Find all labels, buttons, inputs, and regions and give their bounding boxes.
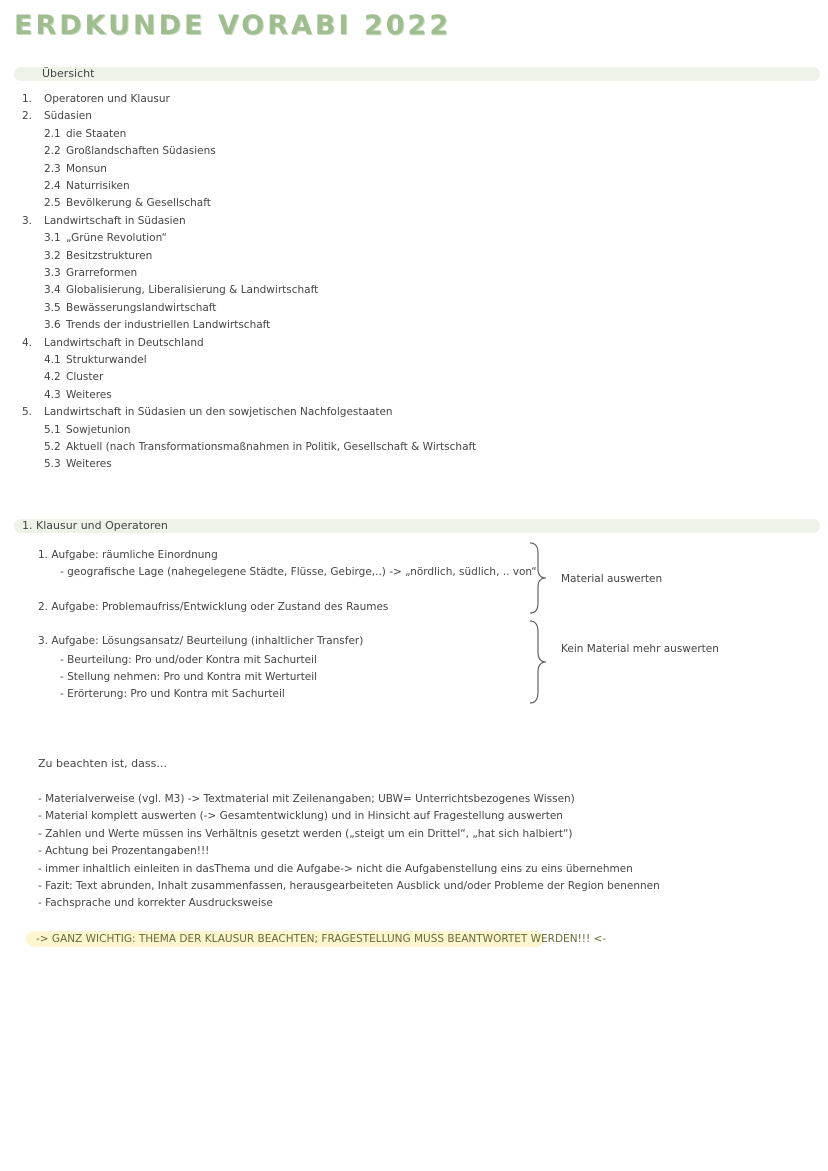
overview-item-text: Weiteres <box>66 388 112 401</box>
overview-item-number: 3.6 <box>44 319 61 332</box>
note-item: - Fachsprache und korrekter Ausdrucksweise <box>38 897 273 910</box>
overview-item-text: Aktuell (nach Transformationsmaßnahmen in Politik, Gesellschaft & Wirtschaft <box>66 441 477 453</box>
task1-detail: - geografische Lage (nahegelegene Städte, Flüsse, Gebirge,..) -> „nördlich, südlich, .. von“ <box>60 566 537 578</box>
note-item: - Achtung bei Prozentangaben!!! <box>38 845 210 858</box>
overview-item-text: Landwirtschaft in Deutschland <box>44 336 204 349</box>
overview-item-number: 3. <box>22 214 33 227</box>
overview-item-text: Bewässerungslandwirtschaft <box>66 301 217 314</box>
overview-item-text: Naturrisiken <box>66 180 130 192</box>
overview-item-text: Südasien <box>44 110 92 123</box>
overview-item-text: Bevölkerung & Gesellschaft <box>66 197 211 210</box>
overview-item-number: 3.2 <box>44 249 61 262</box>
note-item: - Materialverweise (vgl. M3) -> Textmaterial mit Zeilenangaben; UBW= Unterrichtsbezogenes Wissen) <box>38 793 575 805</box>
note-item: - Material komplett auswerten (-> Gesamtentwicklung) und in Hinsicht auf Fragestellung auswerten <box>38 810 563 823</box>
note-item: - Zahlen und Werte müssen ins Verhältnis gesetzt werden („steigt um ein Drittel“, „hat sich halbiert“) <box>38 827 573 840</box>
overview-item-number: 4.3 <box>44 388 61 401</box>
overview-item-number: 2.3 <box>44 162 61 175</box>
task3-detail: - Beurteilung: Pro und/oder Kontra mit Sachurteil <box>60 654 317 666</box>
overview-item-number: 3.1 <box>44 232 61 245</box>
task2-title: 2. Aufgabe: Problemaufriss/Entwicklung oder Zustand des Raumes <box>38 601 389 613</box>
brace1-label: Material auswerten <box>561 573 663 585</box>
overview-item-text: Strukturwandel <box>66 354 147 366</box>
overview-item-number: 2.4 <box>44 180 61 192</box>
overview-item-text: Landwirtschaft in Südasien un den sowjetischen Nachfolgestaaten <box>44 406 393 419</box>
overview-heading-band <box>14 67 820 81</box>
important-note: -> GANZ WICHTIG: THEMA DER KLAUSUR BEACHTEN; FRAGESTELLUNG MUSS BEANTWORTET WERDEN!!! <- <box>36 933 607 945</box>
overview-item-number: 5. <box>22 406 33 419</box>
overview-item-number: 3.3 <box>44 267 61 279</box>
overview-item-number: 2.1 <box>44 127 61 140</box>
task3-title: 3. Aufgabe: Lösungsansatz/ Beurteilung (inhaltlicher Transfer) <box>38 635 364 647</box>
overview-item-number: 3.4 <box>44 284 61 297</box>
task1-title: 1. Aufgabe: räumliche Einordnung <box>38 549 218 561</box>
task3-detail: - Stellung nehmen: Pro und Kontra mit Werturteil <box>60 671 318 683</box>
overview-item-number: 4. <box>22 336 33 349</box>
note-item: - immer inhaltlich einleiten in dasThema und die Aufgabe-> nicht die Aufgabenstellung eins zu eins übernehmen <box>38 862 633 875</box>
overview-item-number: 2.2 <box>44 145 61 158</box>
overview-item-number: 5.2 <box>44 441 61 453</box>
curly-brace-icon <box>528 619 550 705</box>
overview-item-text: Sowjetunion <box>66 423 131 436</box>
task3-detail: - Erörterung: Pro und Kontra mit Sachurteil <box>60 688 285 700</box>
notes-heading: Zu beachten ist, dass... <box>38 757 167 770</box>
overview-heading: Übersicht <box>42 67 95 80</box>
overview-item-number: 5.1 <box>44 423 61 436</box>
overview-item-text: Globalisierung, Liberalisierung & Landwirtschaft <box>66 284 319 297</box>
note-item: - Fazit: Text abrunden, Inhalt zusammenfassen, herausgearbeiteten Ausblick und/oder Probleme der Region benennen <box>38 880 660 892</box>
overview-item-number: 3.5 <box>44 301 61 314</box>
page-title: ERDKUNDE VORABI 2022 <box>14 10 452 41</box>
curly-brace-icon <box>528 541 550 615</box>
overview-item-number: 4.2 <box>44 371 61 384</box>
overview-item-number: 2. <box>22 110 33 123</box>
overview-item-text: die Staaten <box>66 127 127 140</box>
overview-item-text: Cluster <box>66 371 104 384</box>
overview-item-text: Besitzstrukturen <box>66 249 153 262</box>
brace2-label: Kein Material mehr auswerten <box>561 643 719 655</box>
overview-item-text: „Grüne Revolution“ <box>66 232 167 245</box>
overview-item-number: 5.3 <box>44 458 61 471</box>
overview-item-number: 2.5 <box>44 197 61 210</box>
overview-item-text: Operatoren und Klausur <box>44 93 170 105</box>
overview-item-text: Trends der industriellen Landwirtschaft <box>66 319 271 332</box>
overview-item-text: Weiteres <box>66 458 112 471</box>
overview-item-text: Grarreformen <box>66 267 138 279</box>
overview-item-number: 4.1 <box>44 354 61 366</box>
overview-item-text: Landwirtschaft in Südasien <box>44 214 186 227</box>
overview-item-text: Großlandschaften Südasiens <box>66 145 216 158</box>
klausur-heading: 1. Klausur und Operatoren <box>22 519 168 532</box>
overview-item-number: 1. <box>22 93 33 105</box>
overview-item-text: Monsun <box>66 162 107 175</box>
